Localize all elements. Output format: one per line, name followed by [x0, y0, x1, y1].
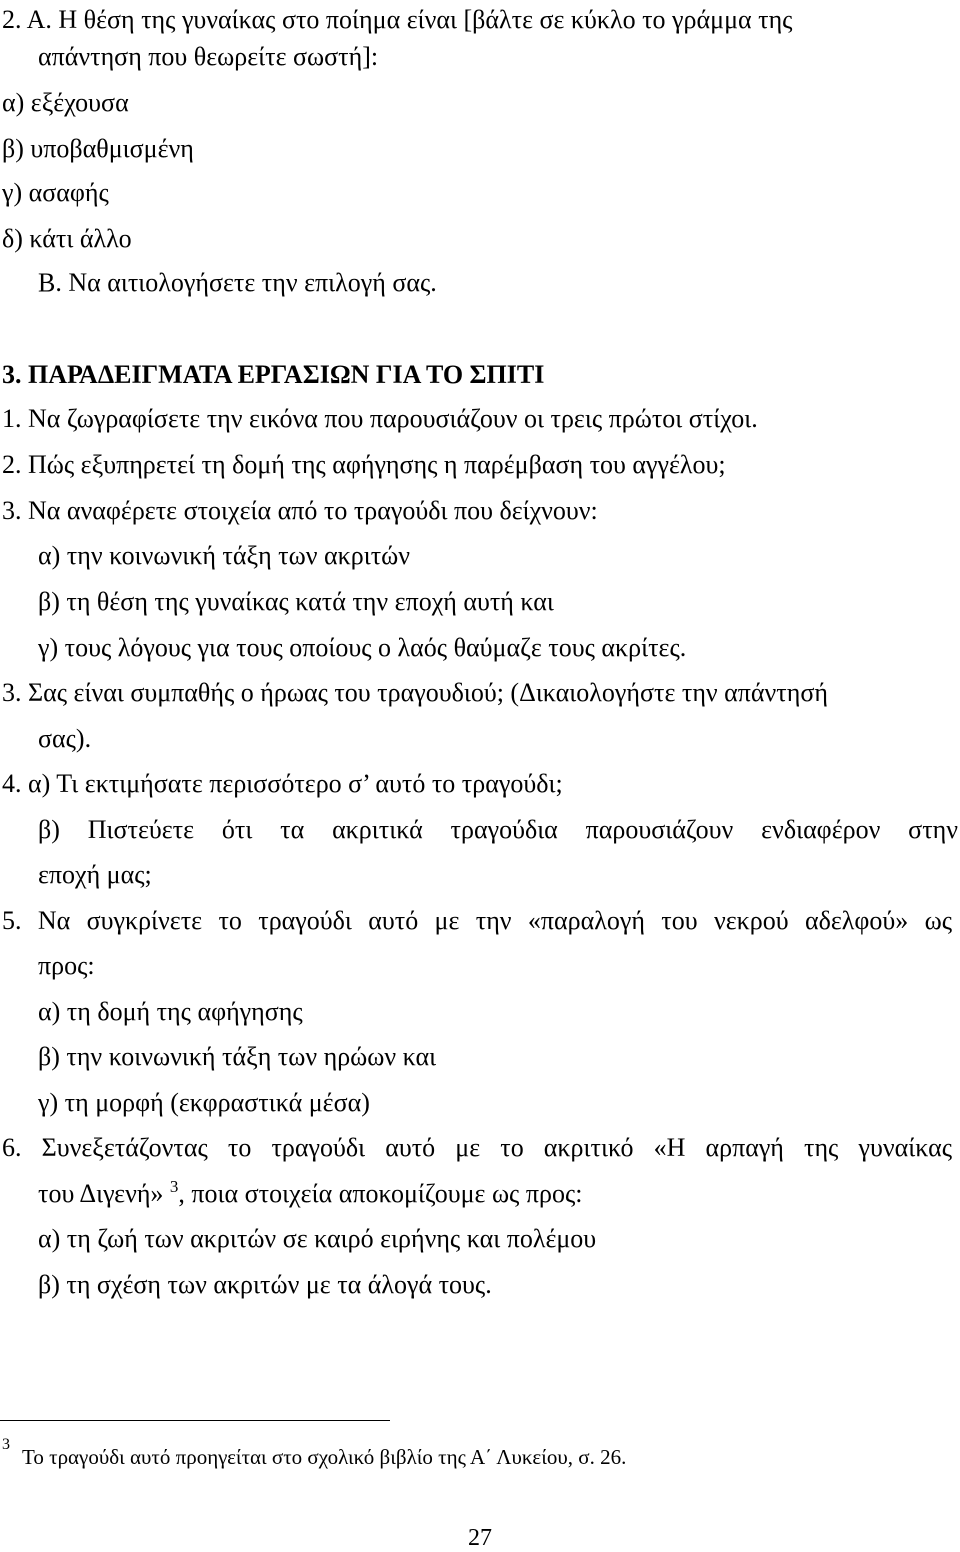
- homework-5-item-c: γ) τη μορφή (εκφραστικά μέσα): [38, 1088, 370, 1117]
- homework-3b-line-1: 3. Σας είναι συμπαθής ο ήρωας του τραγουδιού; (Δικαιολογήστε την απάντησή: [2, 678, 828, 707]
- homework-5-item-a: α) τη δομή της αφήγησης: [38, 997, 303, 1026]
- option-d: δ) κάτι άλλο: [2, 224, 132, 253]
- homework-4: 4. α) Τι εκτιμήσατε περισσότερο σ’ αυτό το τραγούδι;: [2, 769, 563, 798]
- homework-6-item-a: α) τη ζωή των ακριτών σε καιρό ειρήνης και πολέμου: [38, 1224, 597, 1253]
- homework-4-item-b-line-1: β) Πιστεύετε ότι τα ακριτικά τραγούδια παρουσιάζουν ενδιαφέρον στην: [38, 815, 958, 844]
- option-a: α) εξέχουσα: [2, 88, 129, 117]
- footnote-reference: 3: [169, 1177, 179, 1196]
- homework-2: 2. Πώς εξυπηρετεί τη δομή της αφήγησης η παρέμβαση του αγγέλου;: [2, 450, 726, 479]
- homework-4-item-b-line-2: εποχή μας;: [38, 860, 152, 889]
- homework-6-line-2: [38, 1179, 582, 1209]
- homework-5-line-1: 5. Να συγκρίνετε το τραγούδι αυτό με την «παραλογή του νεκρού αδελφού» ως: [2, 906, 952, 935]
- footnote-text: Το τραγούδι αυτό προηγείται στο σχολικό βιβλίο της Α΄ Λυκείου, σ. 26.: [22, 1445, 627, 1469]
- homework-3-item-c: γ) τους λόγους για τους οποίους ο λαός θαύμαζε τους ακρίτες.: [38, 633, 687, 662]
- page-number: 27: [468, 1525, 492, 1551]
- footnote-divider: [0, 1420, 390, 1421]
- homework-6-text-a: του Διγενή»: [38, 1179, 164, 1208]
- question-2a-line-2: απάντηση που θεωρείτε σωστή]:: [38, 42, 379, 71]
- homework-6-line-1: 6. Συνεξετάζοντας το τραγούδι αυτό με το ακριτικό «Η αρπαγή της γυναίκας: [2, 1133, 952, 1162]
- section-heading: 3. ΠΑΡΑΔΕΙΓΜΑΤΑ ΕΡΓΑΣΙΩΝ ΓΙΑ ΤΟ ΣΠΙΤΙ: [2, 360, 545, 389]
- homework-3b-line-2: σας).: [38, 724, 92, 753]
- footnote-mark: 3: [2, 1436, 10, 1453]
- question-2a-line-1: 2. Α. Η θέση της γυναίκας στο ποίημα είναι [βάλτε σε κύκλο το γράμμα της: [2, 5, 793, 34]
- question-2b: Β. Να αιτιολογήσετε την επιλογή σας.: [38, 268, 437, 297]
- homework-1: 1. Να ζωγραφίσετε την εικόνα που παρουσιάζουν οι τρεις πρώτοι στίχοι.: [2, 404, 758, 433]
- homework-6-item-b: β) τη σχέση των ακριτών με τα άλογά τους.: [38, 1270, 492, 1299]
- option-c: γ) ασαφής: [2, 178, 109, 207]
- homework-6-text-b: , ποια στοιχεία αποκομίζουμε ως προς:: [178, 1179, 583, 1208]
- homework-3-item-b: β) τη θέση της γυναίκας κατά την εποχή αυτή και: [38, 587, 554, 616]
- option-b: β) υποβαθμισμένη: [2, 134, 194, 163]
- homework-3-item-a: α) την κοινωνική τάξη των ακριτών: [38, 541, 411, 570]
- homework-5-line-2: προς:: [38, 951, 95, 980]
- homework-3: 3. Να αναφέρετε στοιχεία από το τραγούδι που δείχνουν:: [2, 496, 598, 525]
- homework-5-item-b: β) την κοινωνική τάξη των ηρώων και: [38, 1042, 437, 1071]
